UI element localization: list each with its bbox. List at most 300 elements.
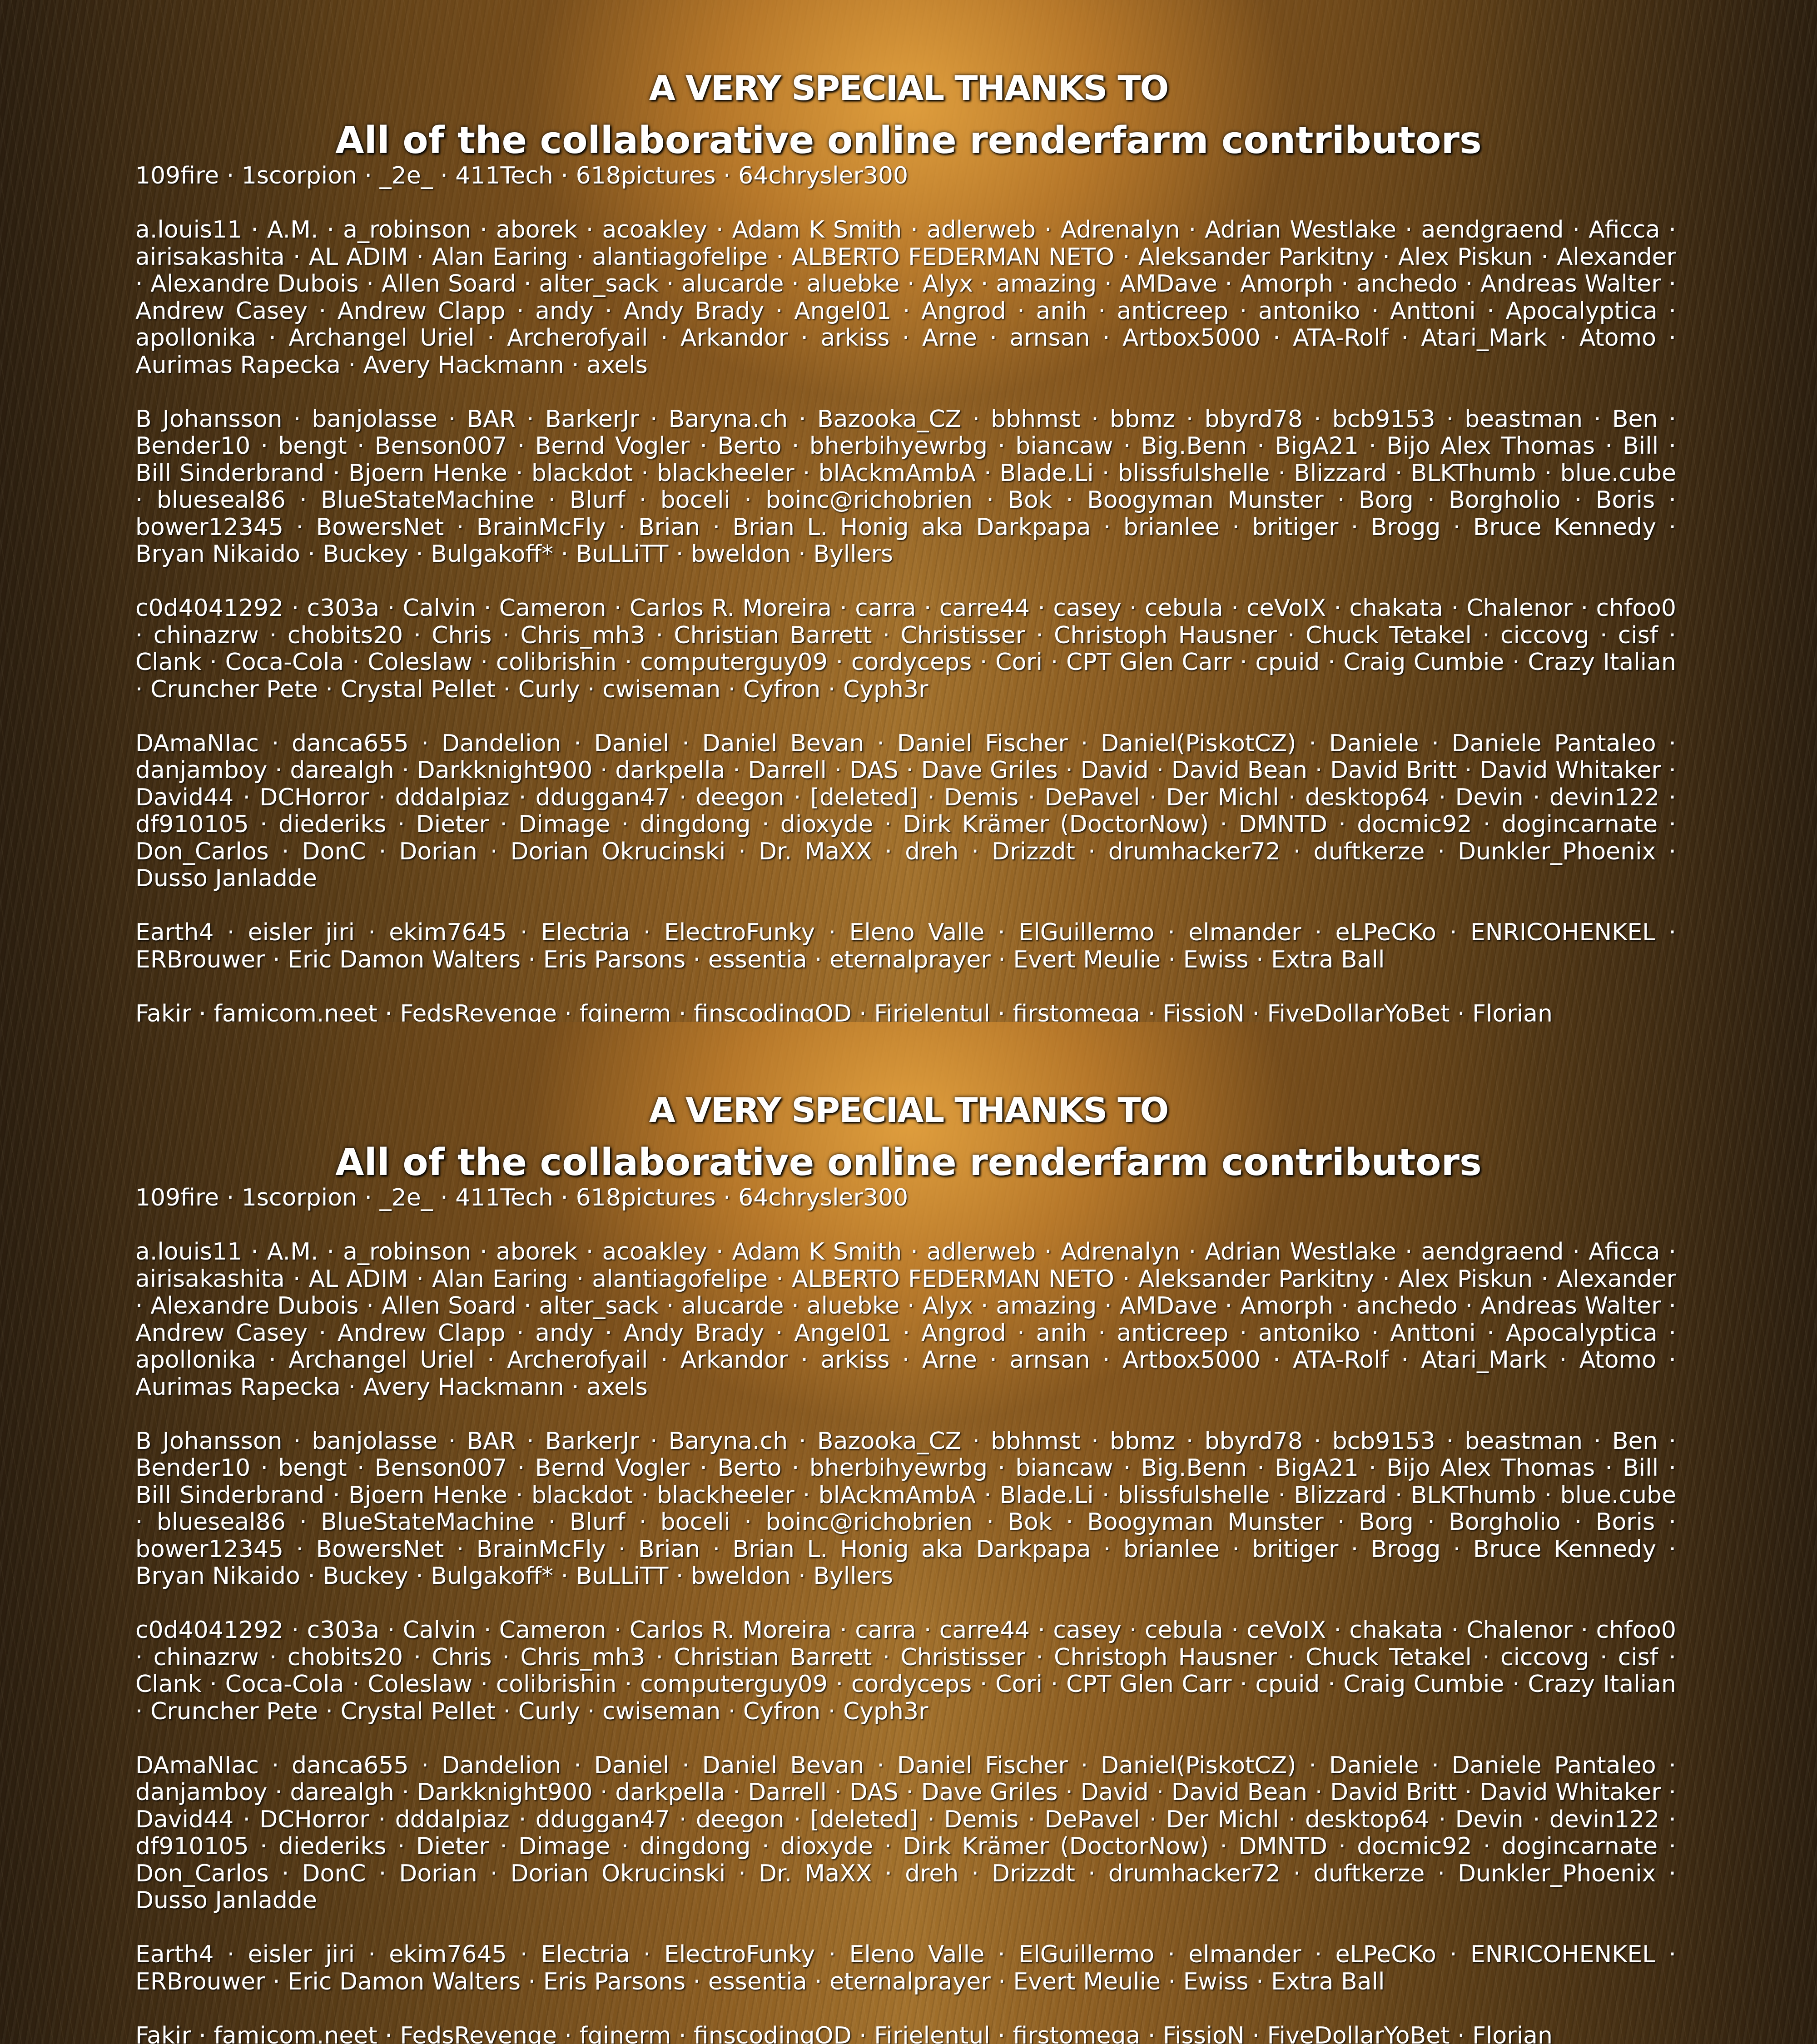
contributor-name: Bulgakoff* xyxy=(431,1563,553,1590)
contributor-name: arkiss xyxy=(820,1346,889,1374)
contributor-name: Brian L. Honig aka Darkpapa xyxy=(733,514,1091,541)
contributor-name: Alyx xyxy=(923,1292,973,1320)
contributor-name: BLKThumb xyxy=(1411,1482,1536,1509)
name-separator: · xyxy=(477,838,511,865)
contributor-name: Andrew Clapp xyxy=(338,1320,506,1347)
contributor-name: Crazy Italian xyxy=(1528,1671,1676,1698)
contributor-name: essentia xyxy=(708,946,807,973)
contributor-name: Dorian xyxy=(399,1860,477,1887)
name-separator: · xyxy=(1058,1779,1081,1806)
name-separator: · xyxy=(1658,622,1676,649)
name-separator: · xyxy=(1419,1752,1452,1779)
name-separator: · xyxy=(720,676,743,703)
name-separator: · xyxy=(1661,757,1676,784)
contributor-name: BrainMcFly xyxy=(477,1536,606,1563)
contributor-name: arkiss xyxy=(820,324,889,352)
contributor-name: Bazooka_CZ xyxy=(817,1428,961,1455)
contributor-name: blissfulshelle xyxy=(1118,460,1270,487)
name-separator: · xyxy=(990,1000,1013,1022)
contributor-name: Cameron xyxy=(499,595,606,622)
name-separator: · xyxy=(267,757,290,784)
name-separator: · xyxy=(1414,486,1449,514)
contributor-name: c303a xyxy=(307,595,380,622)
contributor-name: carra xyxy=(855,1617,916,1644)
name-separator: · xyxy=(1036,1238,1061,1265)
contributor-name: aluebke xyxy=(807,1292,900,1320)
contributor-name: famicom.neet xyxy=(214,2022,377,2044)
name-separator: · xyxy=(1457,757,1479,784)
name-separator: · xyxy=(669,1752,702,1779)
contributor-name: alantiagofelipe xyxy=(592,1265,768,1293)
name-separator: · xyxy=(685,946,708,973)
contributor-name: AMDave xyxy=(1120,270,1217,298)
name-separator: · xyxy=(1180,1238,1205,1265)
name-separator: · xyxy=(1440,514,1473,541)
contributor-name: Arkandor xyxy=(680,324,788,352)
name-separator: · xyxy=(561,730,594,757)
name-separator: · xyxy=(1655,1941,1676,1968)
contributor-name: Adam K Smith xyxy=(732,216,902,243)
name-separator: · xyxy=(899,757,921,784)
name-separator: · xyxy=(359,1292,382,1320)
name-separator: · xyxy=(645,622,674,649)
contributor-name: Carlos R. Moreira xyxy=(630,1617,832,1644)
name-separator: · xyxy=(685,1968,708,1995)
name-separator: · xyxy=(534,1508,569,1536)
contributor-name: ERBrouwer xyxy=(135,1968,265,1995)
contributor-name: alucarde xyxy=(681,1292,784,1320)
contributor-name: anih xyxy=(1036,1320,1087,1347)
contributor-name: Aleksander Parkitny xyxy=(1138,243,1375,271)
name-separator: · xyxy=(471,1238,496,1265)
contributor-name: firstomega xyxy=(1013,1000,1140,1022)
name-separator: · xyxy=(784,1806,810,1833)
name-separator: · xyxy=(1036,216,1061,243)
name-separator: · xyxy=(764,1320,794,1347)
contributor-name: Drizzdt xyxy=(992,1860,1075,1887)
thanks-heading: A VERY SPECIAL THANKS TO xyxy=(0,1090,1817,1130)
name-separator: · xyxy=(308,1320,338,1347)
contributor-name: bower12345 xyxy=(135,514,283,541)
contributor-name: ceVoIX xyxy=(1246,595,1326,622)
contributor-name: Berto xyxy=(717,1454,781,1482)
contributor-name: Extra Ball xyxy=(1271,1968,1385,1995)
contributor-name: devin122 xyxy=(1549,1806,1659,1833)
name-separator: · xyxy=(1030,1617,1053,1644)
name-separator: · xyxy=(988,432,1015,460)
name-separator: · xyxy=(815,919,849,946)
name-separator: · xyxy=(807,946,830,973)
name-separator: · xyxy=(768,1265,792,1293)
contributor-name: DMNTD xyxy=(1238,1833,1327,1860)
name-separator: · xyxy=(409,730,442,757)
name-separator: · xyxy=(700,1536,732,1563)
contributor-name: adlerweb xyxy=(927,216,1036,243)
contributor-name: bherbihyewrbg xyxy=(809,1454,988,1482)
contributor-name: Chris_mh3 xyxy=(520,622,645,649)
name-separator: · xyxy=(1656,1860,1676,1887)
name-separator: · xyxy=(259,1752,292,1779)
name-separator: · xyxy=(496,676,518,703)
contributor-name: Eric Damon Walters xyxy=(288,946,521,973)
contributor-name: darealgh xyxy=(290,757,394,784)
contributor-name: Cameron xyxy=(499,1617,606,1644)
contributor-name: bengt xyxy=(278,432,347,460)
contributor-name: Dirk Krämer (DoctorNow) xyxy=(903,811,1209,838)
name-separator: · xyxy=(300,541,323,568)
name-separator: · xyxy=(1094,460,1118,487)
name-separator: · xyxy=(394,757,417,784)
contributor-name: danca655 xyxy=(292,1752,409,1779)
contributor-name: bweldon xyxy=(691,1563,791,1590)
contributor-name: cisf xyxy=(1618,622,1658,649)
contributor-name: cordyceps xyxy=(851,1671,972,1698)
name-separator: · xyxy=(510,784,536,811)
contributor-name: Fakir xyxy=(135,1000,191,1022)
name-separator: · xyxy=(791,1563,814,1590)
name-separator: · xyxy=(259,730,292,757)
contributor-name: Darrell xyxy=(748,1779,827,1806)
contributor-name: danca655 xyxy=(292,730,409,757)
name-separator: · xyxy=(902,1238,927,1265)
contributor-name: Florian xyxy=(1472,2022,1553,2044)
name-separator: · xyxy=(568,1265,592,1293)
contributor-name: ALBERTO FEDERMAN NETO xyxy=(792,243,1114,271)
contributor-name: chakata xyxy=(1349,595,1443,622)
contributor-name: BarkerJr xyxy=(545,1428,639,1455)
name-separator: · xyxy=(1080,406,1110,433)
contributor-name: amazing xyxy=(996,270,1097,298)
contributor-name: Big.Benn xyxy=(1141,1454,1247,1482)
contributor-name: Drizzdt xyxy=(992,838,1075,865)
name-separator: · xyxy=(521,946,543,973)
contributor-name: Blizzard xyxy=(1294,1482,1387,1509)
name-separator: · xyxy=(249,811,278,838)
contributor-name: Aurimas Rapecka xyxy=(135,352,341,379)
contributor-name: Dimage xyxy=(518,811,610,838)
name-separator: · xyxy=(873,1833,903,1860)
name-separator: · xyxy=(648,324,680,352)
name-separator: · xyxy=(256,324,288,352)
contributor-name: docmic92 xyxy=(1357,811,1472,838)
contributor-name: ciccovg xyxy=(1500,1644,1589,1671)
name-separator: · xyxy=(1223,1617,1246,1644)
name-separator: · xyxy=(580,1698,603,1725)
name-separator: · xyxy=(1359,1454,1386,1482)
name-separator: · xyxy=(872,1644,900,1671)
name-separator: · xyxy=(827,1779,849,1806)
name-separator: · xyxy=(1249,1968,1271,1995)
name-separator: · xyxy=(1658,1644,1676,1671)
contributor-name: David xyxy=(1081,757,1149,784)
name-separator: · xyxy=(1656,838,1676,865)
name-separator: · xyxy=(606,595,630,622)
name-separator: · xyxy=(891,1320,921,1347)
name-separator: · xyxy=(1209,811,1238,838)
name-separator: · xyxy=(355,919,389,946)
contributor-name: airisakashita xyxy=(135,1265,285,1293)
name-separator: · xyxy=(1659,1806,1676,1833)
name-separator: · xyxy=(1296,730,1329,757)
name-separator: · xyxy=(265,1968,288,1995)
contributor-name: Crystal Pellet xyxy=(341,676,496,703)
contributor-name: Andrew Casey xyxy=(135,298,308,325)
name-separator: · xyxy=(1396,216,1421,243)
contributor-name: Devin xyxy=(1455,784,1524,811)
name-separator: · xyxy=(475,324,507,352)
name-separator: · xyxy=(872,1860,905,1887)
name-separator: · xyxy=(219,1184,242,1211)
name-separator: · xyxy=(1658,298,1676,325)
name-separator: · xyxy=(1458,270,1480,298)
name-separator: · xyxy=(1327,1833,1357,1860)
name-separator: · xyxy=(864,1752,897,1779)
contributor-name: bbyrd78 xyxy=(1205,406,1303,433)
name-separator: · xyxy=(403,622,432,649)
name-separator: · xyxy=(477,1860,511,1887)
name-separator: · xyxy=(1018,1806,1044,1833)
contributor-name: bbyrd78 xyxy=(1205,1428,1303,1455)
contributor-name: Baryna.ch xyxy=(669,1428,788,1455)
name-separator: · xyxy=(135,486,157,514)
contributor-name: Electria xyxy=(541,1941,630,1968)
name-separator: · xyxy=(1087,1320,1117,1347)
name-separator: · xyxy=(1655,1508,1676,1536)
contributor-name: chakata xyxy=(1349,1617,1443,1644)
name-separator: · xyxy=(973,270,996,298)
contributor-name: ciccovg xyxy=(1500,622,1589,649)
name-separator: · xyxy=(564,352,587,379)
name-separator: · xyxy=(249,1833,278,1860)
name-separator: · xyxy=(553,541,576,568)
name-separator: · xyxy=(1043,1671,1066,1698)
contributor-name: A.M. xyxy=(267,1238,318,1265)
name-separator: · xyxy=(135,676,150,703)
name-separator: · xyxy=(214,1941,248,1968)
contributor-name: apollonika xyxy=(135,324,256,352)
name-separator: · xyxy=(625,486,660,514)
name-separator: · xyxy=(610,1833,640,1860)
name-separator: · xyxy=(668,541,691,568)
contributor-name: Bruce Kennedy xyxy=(1473,1536,1656,1563)
name-separator: · xyxy=(433,1184,456,1211)
name-separator: · xyxy=(1058,757,1081,784)
contributor-name: Artbox5000 xyxy=(1122,324,1261,352)
name-separator: · xyxy=(561,1752,594,1779)
name-separator: · xyxy=(1658,1320,1676,1347)
name-separator: · xyxy=(1303,1428,1332,1455)
contributor-name: BuLLiTT xyxy=(576,1563,669,1590)
contributor-name: deegon xyxy=(696,784,784,811)
contributor-name: Cyfron xyxy=(743,676,820,703)
contributors-subheading: All of the collaborative online renderfarm contributors xyxy=(0,1141,1817,1184)
name-separator: · xyxy=(1175,406,1205,433)
contributor-name: Alan Earing xyxy=(432,1265,568,1293)
name-separator: · xyxy=(1320,649,1343,676)
name-separator: · xyxy=(259,622,288,649)
name-separator: · xyxy=(233,1806,259,1833)
contributor-name: B Johansson xyxy=(135,1428,283,1455)
contributor-name: Boogyman Munster xyxy=(1087,486,1324,514)
name-separator: · xyxy=(820,1698,843,1725)
contributor-name: boceli xyxy=(660,1508,730,1536)
contributor-name: Dimage xyxy=(518,1833,610,1860)
contributor-name: darkpella xyxy=(615,1779,725,1806)
contributor-name: Cyfron xyxy=(743,1698,820,1725)
name-separator: · xyxy=(1658,406,1676,433)
contributor-name: beastman xyxy=(1465,406,1583,433)
contributor-name: Daniel xyxy=(594,730,670,757)
contributor-name: Dusso Janladde xyxy=(135,865,317,892)
contributor-name: Christisser xyxy=(900,622,1025,649)
name-separator: · xyxy=(659,1292,681,1320)
contributor-name: dingdong xyxy=(640,1833,750,1860)
contributor-name: Daniel Fischer xyxy=(897,1752,1068,1779)
contributor-name: alantiagofelipe xyxy=(592,243,768,271)
contributor-name: DCHorror xyxy=(259,784,369,811)
name-separator: · xyxy=(690,432,717,460)
contributor-name: Bijo Alex Thomas xyxy=(1386,432,1595,460)
name-separator: · xyxy=(872,622,900,649)
contributor-name: dduggan47 xyxy=(536,784,670,811)
contributor-name: cebula xyxy=(1145,595,1223,622)
name-separator: · xyxy=(366,1860,399,1887)
name-separator: · xyxy=(594,298,624,325)
name-separator: · xyxy=(285,243,309,271)
contributor-name: dreh xyxy=(905,838,958,865)
name-separator: · xyxy=(690,1454,717,1482)
contributor-name: CPT Glen Carr xyxy=(1066,1671,1232,1698)
contributor-name: blackheeler xyxy=(657,460,794,487)
contributor-name: blAckmAmbA xyxy=(819,1482,976,1509)
contributor-name: Alan Earing xyxy=(432,243,568,271)
contributor-name: Eric Damon Walters xyxy=(288,1968,521,1995)
name-separator: · xyxy=(1025,622,1054,649)
contributor-name: Crystal Pellet xyxy=(341,1698,496,1725)
contributor-name: ENRICOHENKEL xyxy=(1470,1941,1655,1968)
name-separator: · xyxy=(379,1617,402,1644)
name-separator: · xyxy=(1247,432,1275,460)
name-separator: · xyxy=(820,676,843,703)
contributor-name: Firjelentul xyxy=(874,1000,990,1022)
name-separator: · xyxy=(491,622,520,649)
contributor-name: Berto xyxy=(717,432,781,460)
name-separator: · xyxy=(553,1184,576,1211)
name-separator: · xyxy=(1524,1806,1549,1833)
contributor-name: 411Tech xyxy=(455,1184,553,1211)
contributor-name: bherbihyewrbg xyxy=(809,432,988,460)
contributor-name: Adam K Smith xyxy=(732,1238,902,1265)
name-separator: · xyxy=(889,1346,922,1374)
name-separator: · xyxy=(1094,1482,1118,1509)
contributor-name: beastman xyxy=(1465,1428,1583,1455)
contributor-name: Benson007 xyxy=(375,1454,507,1482)
contributor-name: BigA21 xyxy=(1275,432,1359,460)
name-separator: · xyxy=(782,1454,809,1482)
name-separator: · xyxy=(827,757,849,784)
name-separator: · xyxy=(1443,1617,1466,1644)
name-separator: · xyxy=(1443,595,1466,622)
contributor-name: Dieter xyxy=(416,811,489,838)
contributor-name: blackdot xyxy=(531,460,633,487)
contributor-name: acoakley xyxy=(602,1238,707,1265)
name-separator: · xyxy=(1360,298,1390,325)
name-separator: · xyxy=(1472,622,1500,649)
contributor-name: 109fire xyxy=(135,1184,219,1211)
contributor-name: ALBERTO FEDERMAN NETO xyxy=(792,1265,1114,1293)
contributor-name: finscodingOD xyxy=(694,1000,852,1022)
name-separator: · xyxy=(347,1454,375,1482)
name-separator: · xyxy=(1536,1482,1560,1509)
name-separator: · xyxy=(283,1536,316,1563)
name-separator: · xyxy=(1389,1346,1421,1374)
contributor-name: Demis xyxy=(944,1806,1018,1833)
name-separator: · xyxy=(976,1482,1000,1509)
contributor-name: chinazrw xyxy=(154,622,259,649)
name-separator: · xyxy=(977,324,1009,352)
name-separator: · xyxy=(1209,1833,1238,1860)
name-separator: · xyxy=(577,1238,602,1265)
contributor-name: Dusso Janladde xyxy=(135,1887,317,1914)
contributor-name: alter_sack xyxy=(539,270,659,298)
contributor-name: Boogyman Munster xyxy=(1087,1508,1324,1536)
name-separator: · xyxy=(286,486,321,514)
name-separator: · xyxy=(788,406,817,433)
contributor-name: BLKThumb xyxy=(1411,460,1536,487)
contributor-name: Bernd Vogler xyxy=(535,1454,690,1482)
contributor-name: Florian xyxy=(1472,1000,1553,1022)
contributor-name: Chuck Tetakel xyxy=(1306,622,1472,649)
contributor-name: Demis xyxy=(944,784,1018,811)
contributor-name: ATA-Rolf xyxy=(1293,1346,1389,1374)
contributor-name: colibrishin xyxy=(496,649,617,676)
name-separator: · xyxy=(379,595,402,622)
name-separator: · xyxy=(1113,432,1141,460)
name-separator: · xyxy=(872,838,905,865)
contributor-name: Allen Soard xyxy=(382,270,516,298)
contributor-name: Cyph3r xyxy=(843,676,928,703)
name-separator: · xyxy=(1429,784,1455,811)
contributor-name: biancaw xyxy=(1015,1454,1113,1482)
name-separator: · xyxy=(489,811,518,838)
contributor-name: Archangel Uriel xyxy=(288,324,474,352)
name-separator: · xyxy=(648,1346,680,1374)
name-separator: · xyxy=(505,298,535,325)
contributor-name: ElectroFunky xyxy=(664,919,815,946)
contributor-name: Borgholio xyxy=(1449,1508,1560,1536)
contributor-name: Andreas Walter xyxy=(1480,1292,1661,1320)
name-separator: · xyxy=(725,1860,759,1887)
contributor-name: Daniel Bevan xyxy=(702,730,864,757)
contributor-name: Eris Parsons xyxy=(543,946,686,973)
name-separator: · xyxy=(828,1671,851,1698)
contributor-name: Christisser xyxy=(900,1644,1025,1671)
name-separator: · xyxy=(433,162,456,189)
contributor-name: David xyxy=(1081,1779,1149,1806)
contributor-name: Bruce Kennedy xyxy=(1473,514,1656,541)
name-separator: · xyxy=(1140,1000,1163,1022)
contributor-name: arnsan xyxy=(1009,1346,1090,1374)
name-separator: · xyxy=(1279,784,1305,811)
name-separator: · xyxy=(730,486,765,514)
contributor-name: Big.Benn xyxy=(1141,432,1247,460)
contributor-name: Dr. MaXX xyxy=(759,838,872,865)
contributor-name: Bijo Alex Thomas xyxy=(1386,1454,1595,1482)
name-separator: · xyxy=(1583,1428,1612,1455)
name-separator: · xyxy=(889,324,922,352)
name-separator: · xyxy=(409,1752,442,1779)
contributor-name: Andreas Walter xyxy=(1480,270,1661,298)
